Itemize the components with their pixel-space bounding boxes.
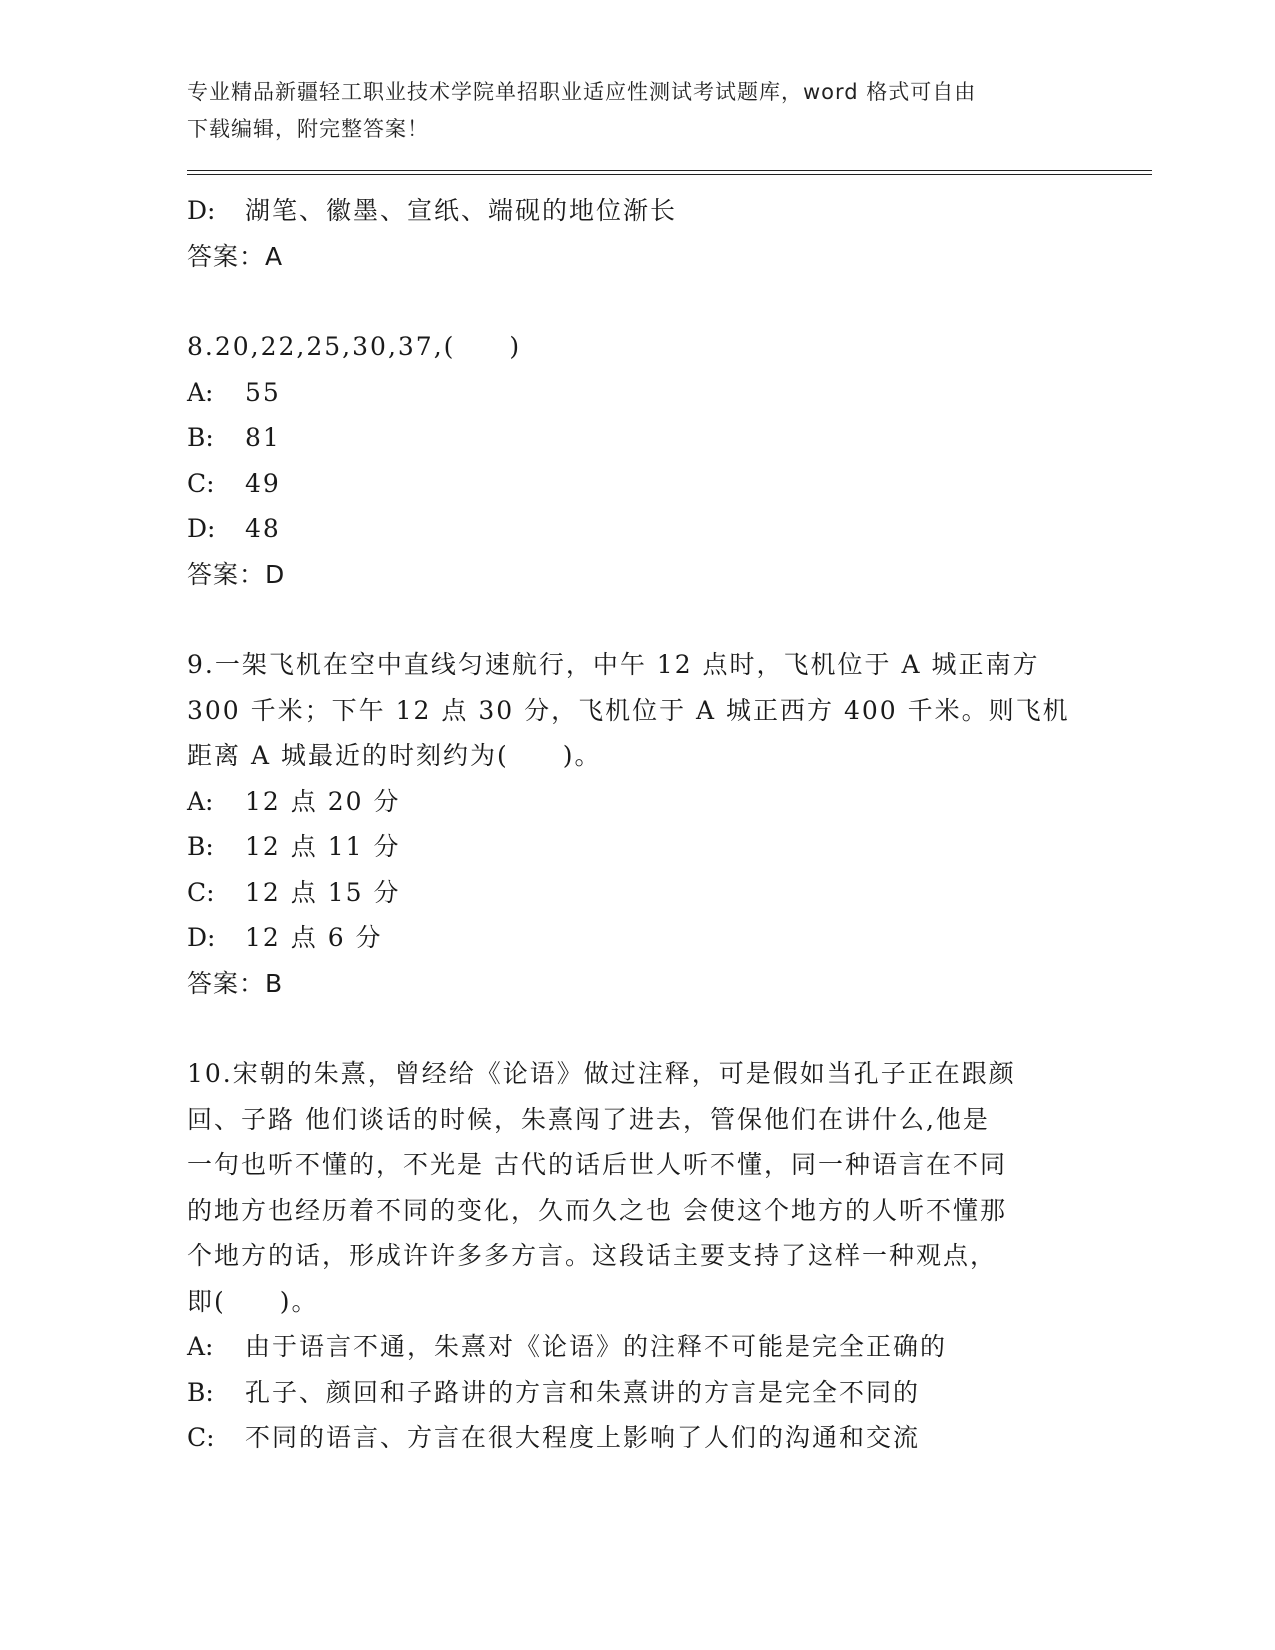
option-text: 不同的语言、方言在很大程度上影响了人们的沟通和交流 bbox=[245, 1423, 921, 1452]
option-text: 孔子、颜回和子路讲的方言和朱熹讲的方言是完全不同的 bbox=[245, 1377, 921, 1407]
q9-stem-line-1: 9.一架飞机在空中直线匀速航行，中午 12 点时，飞机位于 A 城正南方 bbox=[187, 650, 1040, 679]
page-header bbox=[187, 74, 1067, 148]
q10-option-a bbox=[187, 1324, 1087, 1370]
q10-stem-line-3: 一句也听不懂的，不光是 古代的话后世人听不懂，同一种语言在不同 bbox=[187, 1150, 1007, 1179]
q9-stem-line-3: 距离 A 城最近的时刻约为( )。 bbox=[187, 741, 602, 770]
option-text: 55 bbox=[245, 377, 281, 407]
option-text: 12 点 6 分 bbox=[245, 923, 383, 952]
q10-stem-line-6: 即( )。 bbox=[187, 1286, 319, 1316]
header-rule-top bbox=[187, 170, 1152, 171]
option-label: D: bbox=[187, 923, 216, 952]
option-label: A: bbox=[187, 377, 214, 407]
option-label: A: bbox=[187, 786, 214, 816]
option-text: 12 点 11 分 bbox=[245, 832, 401, 861]
q7-answer: 答案：A bbox=[187, 241, 284, 271]
q10-stem-line-4: 的地方也经历着不同的变化，久而久之也 会使这个地方的人听不懂那 bbox=[187, 1195, 1007, 1225]
option-text: 48 bbox=[245, 514, 281, 543]
q9-option-c bbox=[187, 870, 1087, 916]
q9-stem-line-2: 300 千米；下午 12 点 30 分，飞机位于 A 城正西方 400 千米。则飞机 bbox=[187, 695, 1070, 725]
q9-option-b bbox=[187, 824, 1087, 870]
option-text: 12 点 20 分 bbox=[245, 786, 401, 816]
q10-stem-line-5: 个地方的话，形成许许多多方言。这段话主要支持了这样一种观点， bbox=[187, 1241, 998, 1270]
q10-option-c bbox=[187, 1415, 1087, 1461]
option-label: D: bbox=[187, 514, 216, 543]
option-label: B: bbox=[187, 1377, 214, 1407]
option-label: D: bbox=[187, 196, 216, 225]
q10-stem-line-1: 10.宋朝的朱熹，曾经给《论语》做过注释，可是假如当孔子正在跟颜 bbox=[187, 1059, 1016, 1088]
q7-option-d bbox=[187, 188, 1087, 234]
option-text: 由于语言不通，朱熹对《论语》的注释不可能是完全正确的 bbox=[245, 1332, 948, 1361]
q8-option-a bbox=[187, 370, 1087, 416]
q10-stem-line-2: 回、子路 他们谈话的时候，朱熹闯了进去，管保他们在讲什么,他是 bbox=[187, 1104, 990, 1134]
option-label: C: bbox=[187, 1423, 215, 1452]
q8-option-b bbox=[187, 415, 1087, 461]
option-label: C: bbox=[187, 877, 215, 907]
question-content bbox=[187, 188, 1087, 1461]
q8-option-d bbox=[187, 506, 1087, 552]
q8-stem: 8.20,22,25,30,37,( ) bbox=[187, 332, 522, 361]
option-text: 81 bbox=[245, 423, 281, 452]
header-line-1: 专业精品新疆轻工职业技术学院单招职业适应性测试考试题库，word 格式可自由 bbox=[187, 80, 977, 104]
option-label: B: bbox=[187, 423, 214, 452]
option-label: B: bbox=[187, 832, 214, 861]
option-text: 12 点 15 分 bbox=[245, 877, 401, 907]
option-label: A: bbox=[187, 1332, 214, 1361]
option-text: 49 bbox=[245, 468, 281, 498]
q9-option-d bbox=[187, 915, 1087, 961]
q9-answer: 答案：B bbox=[187, 968, 284, 998]
q9-option-a bbox=[187, 779, 1087, 825]
header-line-2: 下载编辑，附完整答案！ bbox=[187, 117, 429, 141]
q8-option-c bbox=[187, 461, 1087, 507]
header-rule-bottom bbox=[187, 174, 1152, 175]
option-text: 湖笔、徽墨、宣纸、端砚的地位渐长 bbox=[245, 196, 678, 225]
q10-option-b bbox=[187, 1370, 1087, 1416]
q8-answer: 答案：D bbox=[187, 559, 286, 589]
option-label: C: bbox=[187, 468, 215, 498]
